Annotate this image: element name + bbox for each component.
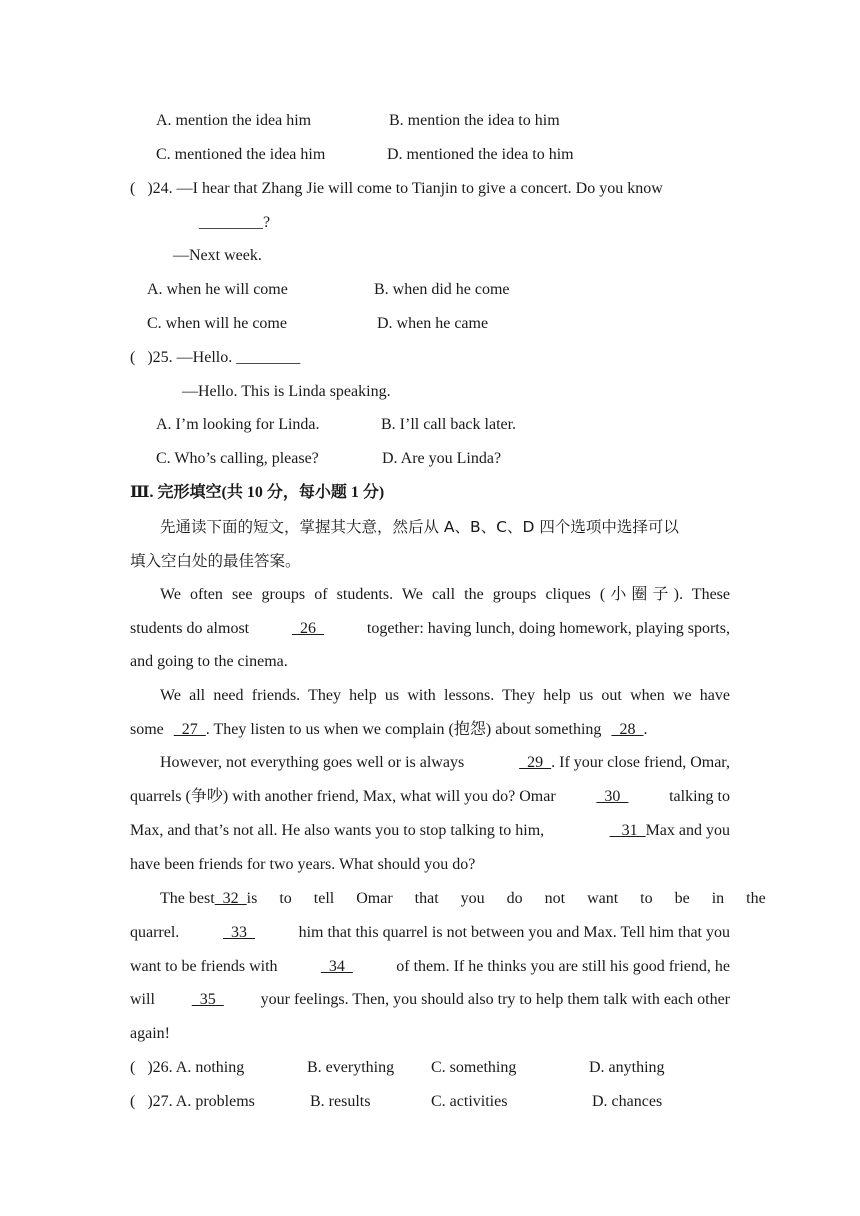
passage-p4-line2 [130, 923, 730, 943]
q25-reply: —Hello. This is Linda speaking. [182, 383, 391, 400]
q24-option-b: B. when did he come [374, 281, 510, 298]
passage-p3-line4: have been friends for two years. What should you do? [130, 856, 476, 873]
q23-option-a: A. mention the idea him [156, 112, 312, 129]
q25-option-a: A. I’m looking for Linda. [156, 416, 320, 433]
q26-stem-option-a: ( )26. A. nothing [130, 1059, 245, 1076]
passage-p4-line4 [130, 990, 730, 1010]
text-span: students do almost [130, 620, 250, 637]
text-span: together: having lunch, doing homework, playing sports, [366, 620, 730, 637]
q24-option-c: C. when will he come [147, 315, 287, 332]
text-span: will [130, 991, 155, 1008]
q26-option-c: C. something [431, 1059, 517, 1076]
text-span: want to be friends with [130, 958, 278, 975]
text-span: . [643, 721, 648, 738]
passage-p2-line1: We all need friends. They help us with lessons. They help us out when we have [160, 687, 730, 704]
text-span: of them. If he thinks you are still his good friend, he [396, 958, 730, 975]
passage-p1-line3: and going to the cinema. [130, 653, 288, 670]
q27-option-b: B. results [310, 1093, 371, 1110]
blank-28: 28 [611, 721, 644, 738]
text-span: quarrels (争吵) with another friend, Max, what will you do? Omar [130, 788, 556, 805]
q27-option-d: D. chances [592, 1093, 663, 1110]
q27-option-c: C. activities [431, 1093, 508, 1110]
section-instructions-line1: 先通读下面的短文，掌握其大意，然后从 A、B、C、D 四个选项中选择可以 [160, 518, 679, 536]
q25-option-c: C. Who’s calling, please? [156, 450, 319, 467]
q25-stem: ( )25. —Hello. ________ [130, 349, 301, 366]
text-span: . They listen to us when we complain (抱怨) about something [205, 721, 602, 738]
text-span: is to tell Omar that you do not want to be in the [246, 890, 766, 907]
passage-p1-line2 [130, 619, 730, 639]
q27-stem-option-a: ( )27. A. problems [130, 1093, 255, 1110]
q25-option-b: B. I’ll call back later. [381, 416, 517, 433]
passage-p4-line3 [130, 957, 730, 977]
text-span: Max and you [645, 822, 730, 839]
text-span: However, not everything goes well or is always [160, 754, 465, 771]
text-span: your feelings. Then, you should also try to help them talk with each other [260, 991, 730, 1008]
passage-p3-line2 [130, 787, 730, 807]
blank-29: 29 [519, 754, 552, 771]
passage-p3-line3 [130, 821, 730, 841]
passage-p2-line2 [130, 720, 647, 740]
passage-p1-line1: We often see groups of students. We call the groups cliques (小圈子). These [160, 586, 730, 603]
text-span: . If your close friend, Omar, [551, 754, 730, 771]
section-instructions-line2: 填入空白处的最佳答案。 [130, 552, 301, 570]
text-span: Max, and that’s not all. He also wants you to stop talking to him, [130, 822, 545, 839]
q26-option-b: B. everything [307, 1059, 395, 1076]
q25-option-d: D. Are you Linda? [382, 450, 502, 467]
text-span: The best [160, 890, 215, 907]
text-span: quarrel. [130, 924, 180, 941]
blank-34: 34 [320, 958, 353, 975]
blank-31: 31 [609, 822, 646, 839]
blank-35: 35 [191, 991, 224, 1008]
q24-option-d: D. when he came [377, 315, 489, 332]
q24-blank: ________? [199, 214, 271, 231]
blank-32: 32 [214, 890, 247, 907]
section-heading: Ⅲ. 完形填空(共 10 分，每小题 1 分) [130, 484, 385, 501]
blank-group [610, 821, 730, 841]
q23-option-d: D. mentioned the idea to him [387, 146, 574, 163]
q26-option-d: D. anything [589, 1059, 665, 1076]
blank-27: 27 [173, 721, 206, 738]
q23-option-b: B. mention the idea to him [389, 112, 560, 129]
text-span: some [130, 721, 164, 738]
text-span: talking to [669, 788, 730, 805]
passage-p4-line5: again! [130, 1025, 170, 1042]
q24-option-a: A. when he will come [147, 281, 288, 298]
blank-33: 33 [222, 924, 255, 941]
text-span: him that this quarrel is not between you and Max. Tell him that you [298, 924, 730, 941]
passage-p3-line1 [160, 753, 730, 773]
passage-p4-line1 [160, 889, 766, 909]
q24-stem: ( )24. —I hear that Zhang Jie will come to Tianjin to give a concert. Do you know [130, 180, 663, 197]
blank-30: 30 [596, 788, 629, 805]
q24-reply: —Next week. [173, 247, 262, 264]
blank-26: 26 [292, 620, 325, 637]
blank-group [519, 753, 730, 773]
q23-option-c: C. mentioned the idea him [156, 146, 326, 163]
